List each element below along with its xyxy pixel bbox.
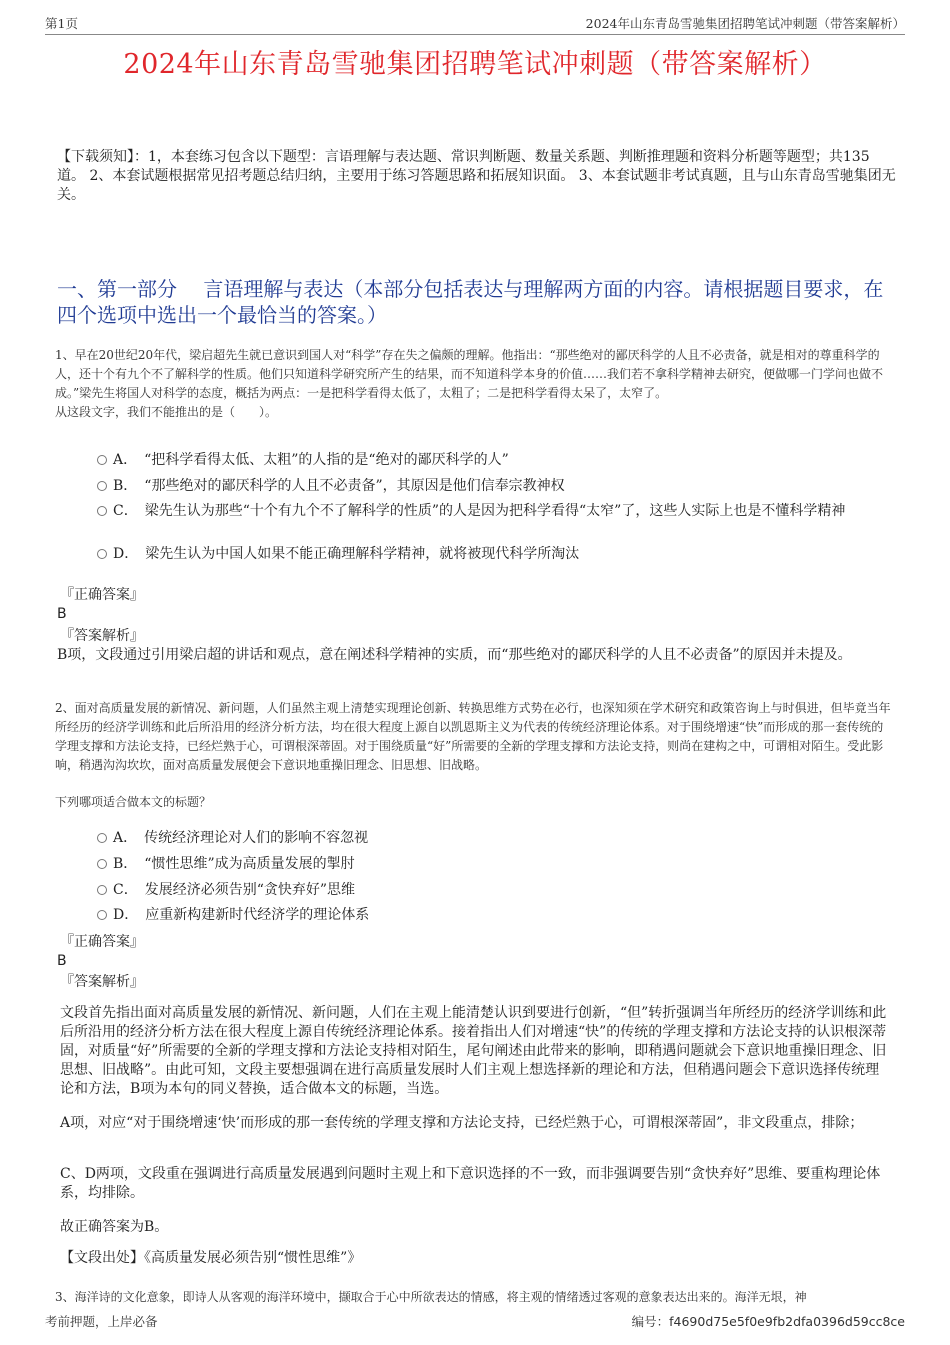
question-2-prompt: 下列哪项适合做本文的标题？ bbox=[55, 795, 212, 809]
radio-icon[interactable] bbox=[97, 885, 107, 895]
footer-doc-id: 编号：f4690d75e5f0e9fb2dfa0396d59cc8ce bbox=[631, 1314, 905, 1329]
radio-icon[interactable] bbox=[97, 910, 107, 920]
q1-option-b[interactable]: B． “那些绝对的鄙厌科学的人且不必责备”，其原因是他们信奉宗教神权 bbox=[97, 476, 897, 497]
q2-analysis-label: 『答案解析』 bbox=[60, 974, 144, 990]
q1-analysis-label: 『答案解析』 bbox=[60, 628, 144, 644]
page-title: 2024年山东青岛雪驰集团招聘笔试冲刺题（带答案解析） bbox=[123, 49, 827, 80]
q2-option-b[interactable]: B． “惯性思维”成为高质量发展的掣肘 bbox=[97, 854, 897, 875]
radio-icon[interactable] bbox=[97, 833, 107, 843]
q2-option-a[interactable]: A． 传统经济理论对人们的影响不容忽视 bbox=[97, 828, 897, 849]
page-number: 第1页 bbox=[45, 16, 78, 31]
radio-icon[interactable] bbox=[97, 506, 107, 516]
q2-analysis-source: 【文段出处】《高质量发展必须告别“惯性思维”》 bbox=[60, 1250, 362, 1266]
radio-icon[interactable] bbox=[97, 859, 107, 869]
radio-icon[interactable] bbox=[97, 549, 107, 559]
section-heading: 一、第一部分 言语理解与表达（本部分包括表达与理解两方面的内容。请根据题目要求，在四个选项中选出一个最恰当的答案。） bbox=[57, 277, 884, 327]
q2-answer: B bbox=[57, 953, 67, 969]
q1-option-a[interactable]: A． “把科学看得太低、太粗”的人指的是“绝对的鄙厌科学的人” bbox=[97, 450, 897, 471]
q2-analysis-para-4: 故正确答案为B。 bbox=[60, 1219, 169, 1235]
page-footer bbox=[45, 1312, 905, 1330]
q2-option-d[interactable]: D． 应重新构建新时代经济学的理论体系 bbox=[97, 905, 897, 926]
q1-answer-label: 『正确答案』 bbox=[60, 587, 144, 603]
q1-answer: B bbox=[57, 606, 67, 622]
q1-option-c[interactable]: C． 梁先生认为那些“十个有九个不了解科学的性质”的人是因为把科学看得“太窄”了，这些人实际上也是不懂科学精神 bbox=[97, 501, 897, 522]
q2-analysis-para-2: A项，对应“对于围绕增速‘快’而形成的那一套传统的学理支撑和方法论支持，已经烂熟于心，可谓根深蒂固”，非文段重点，排除； bbox=[60, 1115, 864, 1131]
download-notice: 【下载须知】：1，本套练习包含以下题型：言语理解与表达题、常识判断题、数量关系题、判断推理题和资料分析题等题型；共135道。 2、本套试题根据常见招考题总结归纳，主要用于练习答题思路和拓展知识面。 3、本套试题非考试真题，且与山东青岛雪驰集团无关。 bbox=[57, 149, 896, 203]
radio-icon[interactable] bbox=[97, 481, 107, 491]
q2-option-c[interactable]: C． 发展经济必须告别“贪快弃好”思维 bbox=[97, 880, 897, 901]
q1-analysis: B项，文段通过引用梁启超的讲话和观点，意在阐述科学精神的实质，而“那些绝对的鄙厌科学的人且不必责备”的原因并未提及。 bbox=[57, 647, 852, 663]
question-1-stem: 1、早在20世纪20年代，梁启超先生就已意识到国人对“科学”存在失之偏颇的理解。他指出：“那些绝对的鄙厌科学的人且不必责备，就是相对的尊重科学的人，还十个有九个不了解科学的性质。他们只知道科学研究所产生的结果，而不知道科学本身的价值……我们若不拿科学精神去研究，便做哪一门学问也做不成。”梁先生将国人对科学的态度，概括为两点：一是把科学看得太低了，太粗了；二是把科学看得太呆了，太窄了。 从这段文字，我们不能推出的是（ ）。 bbox=[55, 348, 884, 419]
footer-slogan: 考前押题，上岸必备 bbox=[45, 1314, 158, 1329]
question-3-stem: 3、海洋诗的文化意象，即诗人从客观的海洋环境中，撷取合于心中所欲表达的情感，将主观的情绪透过客观的意象表达出来的。海洋无垠，神 bbox=[55, 1290, 807, 1304]
page-header bbox=[45, 12, 905, 35]
q1-option-d[interactable]: D． 梁先生认为中国人如果不能正确理解科学精神，就将被现代科学所淘汰 bbox=[97, 544, 897, 565]
q2-analysis-para-3: C、D两项，文段重在强调进行高质量发展遇到问题时主观上和下意识选择的不一致，而非强调要告别“贪快弃好”思维、要重构理论体系，均排除。 bbox=[60, 1166, 881, 1201]
header-doc-title: 2024年山东青岛雪驰集团招聘笔试冲刺题（带答案解析） bbox=[585, 16, 905, 31]
q2-analysis-para-1: 文段首先指出面对高质量发展的新情况、新问题，人们在主观上能清楚认识到要进行创新，“但”转折强调当年所经历的经济学训练和此后所沿用的经济分析方法在很大程度上源自传统经济理论体系。接着指出人们对增速“快”的传统的学理支撑和方法论支持的认识根深蒂固，对质量“好”所需要的全新的学理支撑和方法论支持相对陌生，尾句阐述由此带来的影响，即稍遇问题就会下意识地重操旧理念、旧思想、旧战略”。由此可知，文段主要想强调在进行高质量发展时人们主观上想选择新的理论和方法，但稍遇问题会下意识选择传统理论和方法，B项为本句的同义替换，适合做本文的标题，当选。 bbox=[60, 1005, 887, 1097]
question-2-stem: 2、面对高质量发展的新情况、新问题，人们虽然主观上清楚实现理论创新、转换思维方式势在必行，也深知须在学术研究和政策咨询上与时俱进，但毕竟当年所经历的经济学训练和此后所沿用的经济分析方法，均在很大程度上源自以凯恩斯主义为代表的传统经济理论体系。对于围绕增速“快”而形成的那一套传统的学理支撑和方法论支持，已经烂熟于心，可谓根深蒂固。对于围绕质量“好”所需要的全新的学理支撑和方法论支持，则尚在建构之中，可谓相对陌生。受此影响，稍遇沟沟坎坎，面对高质量发展便会下意识地重操旧理念、旧思想、旧战略。 bbox=[55, 701, 891, 772]
radio-icon[interactable] bbox=[97, 455, 107, 465]
q2-answer-label: 『正确答案』 bbox=[60, 934, 144, 950]
